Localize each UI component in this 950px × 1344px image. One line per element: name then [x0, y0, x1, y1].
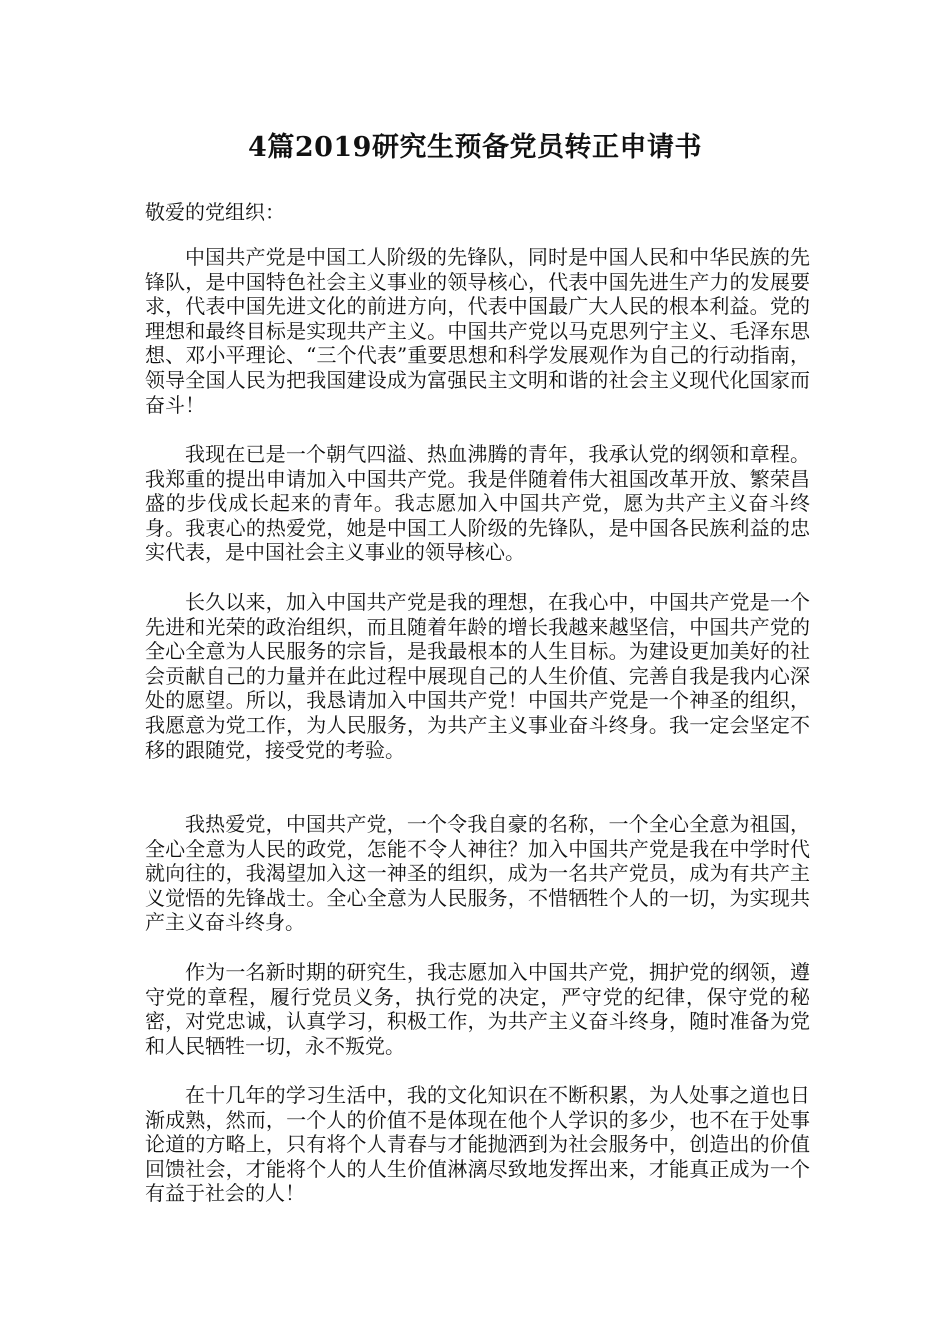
body-paragraph: 长久以来，加入中国共产党是我的理想，在我心中，中国共产党是一个先进和光荣的政治组织，而且随着年龄的增长我越来越坚信，中国共产党的全心全意为人民服务的宗旨，是我最根本的人生目标。为建设更加美好的社会贡献自己的力量并在此过程中展现自己的人生价值、完善自我是我内心深处的愿望。所以，我恳请加入中国共产党！中国共产党是一个神圣的组织，我愿意为党工作，为人民服务，为共产主义事业奋斗终身。我一定会坚定不移的跟随党，接受党的考验。: [145, 590, 810, 762]
body-paragraph: 我热爱党，中国共产党，一个令我自豪的名称，一个全心全意为祖国，全心全意为人民的政党，怎能不令人神往？加入中国共产党是我在中学时代就向往的，我渴望加入这一神圣的组织，成为一名共产党员，成为有共产主义觉悟的先锋战士。全心全意为人民服务，不惜牺牲个人的一切，为实现共产主义奋斗终身。: [145, 812, 810, 935]
body-paragraph: 在十几年的学习生活中，我的文化知识在不断积累，为人处事之道也日渐成熟，然而，一个人的价值不是体现在他个人学识的多少，也不在于处事论道的方略上，只有将个人青春与才能抛洒到为社会服务中，创造出的价值回馈社会，才能将个人的人生价值淋漓尽致地发挥出来，才能真正成为一个有益于社会的人！: [145, 1083, 810, 1206]
body-paragraph: 作为一名新时期的研究生，我志愿加入中国共产党，拥护党的纲领，遵守党的章程，履行党员义务，执行党的决定，严守党的纪律，保守党的秘密，对党忠诚，认真学习，积极工作，为共产主义奋斗终身，随时准备为党和人民牺牲一切，永不叛党。: [145, 960, 810, 1058]
document-title: 4篇2019研究生预备党员转正申请书: [248, 132, 702, 163]
body-paragraph: 中国共产党是中国工人阶级的先锋队，同时是中国人民和中华民族的先锋队，是中国特色社会主义事业的领导核心，代表中国先进生产力的发展要求，代表中国先进文化的前进方向，代表中国最广大人民的根本利益。党的理想和最终目标是实现共产主义。中国共产党以马克思列宁主义、毛泽东思想、邓小平理论、“三个代表”重要思想和科学发展观作为自己的行动指南，领导全国人民为把我国建设成为富强民主文明和谐的社会主义现代化国家而奋斗！: [145, 245, 810, 417]
salutation: 敬爱的党组织：: [145, 200, 285, 224]
body-paragraph: 我现在已是一个朝气四溢、热血沸腾的青年，我承认党的纲领和章程。我郑重的提出申请加入中国共产党。我是伴随着伟大祖国改革开放、繁荣昌盛的步伐成长起来的青年。我志愿加入中国共产党，愿为共产主义奋斗终身。我衷心的热爱党，她是中国工人阶级的先锋队，是中国各民族利益的忠实代表，是中国社会主义事业的领导核心。: [145, 442, 810, 565]
